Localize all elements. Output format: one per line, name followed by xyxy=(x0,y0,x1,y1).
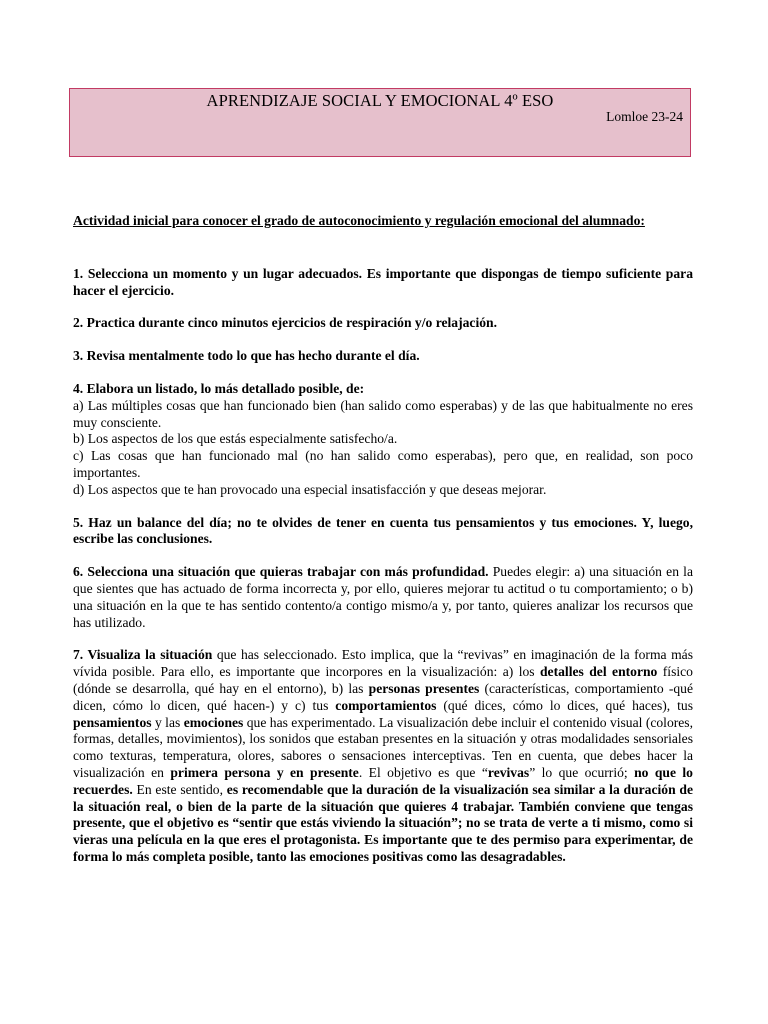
step-7-text-8: ” lo que ocurrió; xyxy=(529,764,635,780)
step-7-text-1: que has seleccionado. Esto implica, que la “revivas” en imaginación de la forma más vívida posible. Para ello, es importante que incorpores en la visualización: a) los xyxy=(73,647,693,680)
document-subtitle: Lomloe 23-24 xyxy=(606,109,683,124)
step-7-bold-4: comportamientos xyxy=(335,697,437,713)
step-7-text-7: . El objetivo es que “ xyxy=(358,764,488,780)
step-7-text-6: que has experimentado. La visualización debe incluir el contenido visual (colores, formas, detalles, movimientos), los sonidos que estaban presentes en la situación y otras modalidades sensoriales como texturas, temperatura, olores, sabores o sensaciones interceptivas. Ten en cuenta, que debes hacer la visualización en xyxy=(73,714,693,780)
step-2-text: 2. Practica durante cinco minutos ejercicios de respiración y/o relajación. xyxy=(73,315,497,331)
step-7-text-4: (qué dices, cómo lo dices, qué haces), tus xyxy=(436,697,693,713)
document-title: APRENDIZAJE SOCIAL Y EMOCIONAL 4º ESO xyxy=(206,91,554,110)
step-4-item-d: d) Los aspectos que te han provocado una especial insatisfacción y que deseas mejorar. xyxy=(73,481,547,497)
step-1-text: 1. Selecciona un momento y un lugar adecuados. Es importante que dispongas de tiempo suficiente para hacer el ejercicio. xyxy=(73,265,693,298)
step-6-text: Puedes elegir: a) una situación en la que sientes que has actuado de forma incorrecta y, por ello, quieres mejorar tu actitud o tu comportamiento; o b) una situación en la que te has sentido contento/a contigo mismo/a y, por tanto, quieres analizar los recursos que has utilizado. xyxy=(73,564,693,630)
intro-heading: Actividad inicial para conocer el grado de autoconocimiento y regulación emocional del alumnado: xyxy=(73,213,645,228)
step-7-bold-3: personas presentes xyxy=(368,680,480,696)
step-4-title xyxy=(73,381,693,398)
step-7-bold-8: revivas xyxy=(487,764,530,780)
step-7-text-2: físico (dónde se desarrolla, qué hay en el entorno), b) las xyxy=(73,664,693,696)
header-box xyxy=(69,88,691,157)
step-2 xyxy=(73,315,693,332)
step-7-bold-1: 7. Visualiza la situación xyxy=(73,647,213,663)
step-7 xyxy=(73,647,693,865)
step-5 xyxy=(73,515,693,549)
step-7-bold-6: emociones xyxy=(183,714,244,730)
step-4-item-b: b) Los aspectos de los que estás especialmente satisfecho/a. xyxy=(73,431,398,447)
step-7-bold-9: no que lo recuerdes. xyxy=(73,764,693,797)
step-7-text-3: (características, comportamiento -qué dicen, cómo lo dicen, qué hacen-) y c) tus xyxy=(73,680,693,713)
step-7-text-9: En este sentido, xyxy=(132,781,227,797)
step-1 xyxy=(73,266,693,300)
step-4-item-c: c) Las cosas que han funcionado mal (no han salido como esperabas), pero que, en realidad, son poco importantes. xyxy=(73,448,693,480)
step-7-bold-10: es recomendable que la duración de la visualización sea similar a la duración de la situación real, o bien de la parte de la situación que quieres 4 trabajar. También conviene que tengas presente, que el objetivo es “sentir que estás viviendo la situación”; no se trata de verte a ti mismo, como si vieras una película en la que eres el protagonista. Es importante que te des permiso para experimentar, de forma lo más completa posible, tanto las emociones positivas como las desagradables. xyxy=(73,781,693,864)
document-body xyxy=(73,213,693,866)
step-4-title-text: 4. Elabora un listado, lo más detallado posible, de: xyxy=(73,380,365,396)
step-5-text: 5. Haz un balance del día; no te olvides de tener en cuenta tus pensamientos y tus emociones. Y, luego, escribe las conclusiones. xyxy=(73,514,693,547)
step-3-text: 3. Revisa mentalmente todo lo que has hecho durante el día. xyxy=(73,348,420,364)
step-7-bold-5: pensamientos xyxy=(73,714,152,730)
step-7-text-5: y las xyxy=(151,714,184,730)
step-6-bold: 6. Selecciona una situación que quieras trabajar con más profundidad. xyxy=(73,564,489,580)
step-6 xyxy=(73,564,693,631)
step-3 xyxy=(73,348,693,365)
step-4-item-a: a) Las múltiples cosas que han funcionado bien (han salido como esperabas) y de las que habitualmente no eres muy consciente. xyxy=(73,397,693,430)
step-7-bold-2: detalles del entorno xyxy=(540,664,658,680)
step-4 xyxy=(73,381,693,499)
step-7-bold-7: primera persona y en presente xyxy=(170,764,359,780)
